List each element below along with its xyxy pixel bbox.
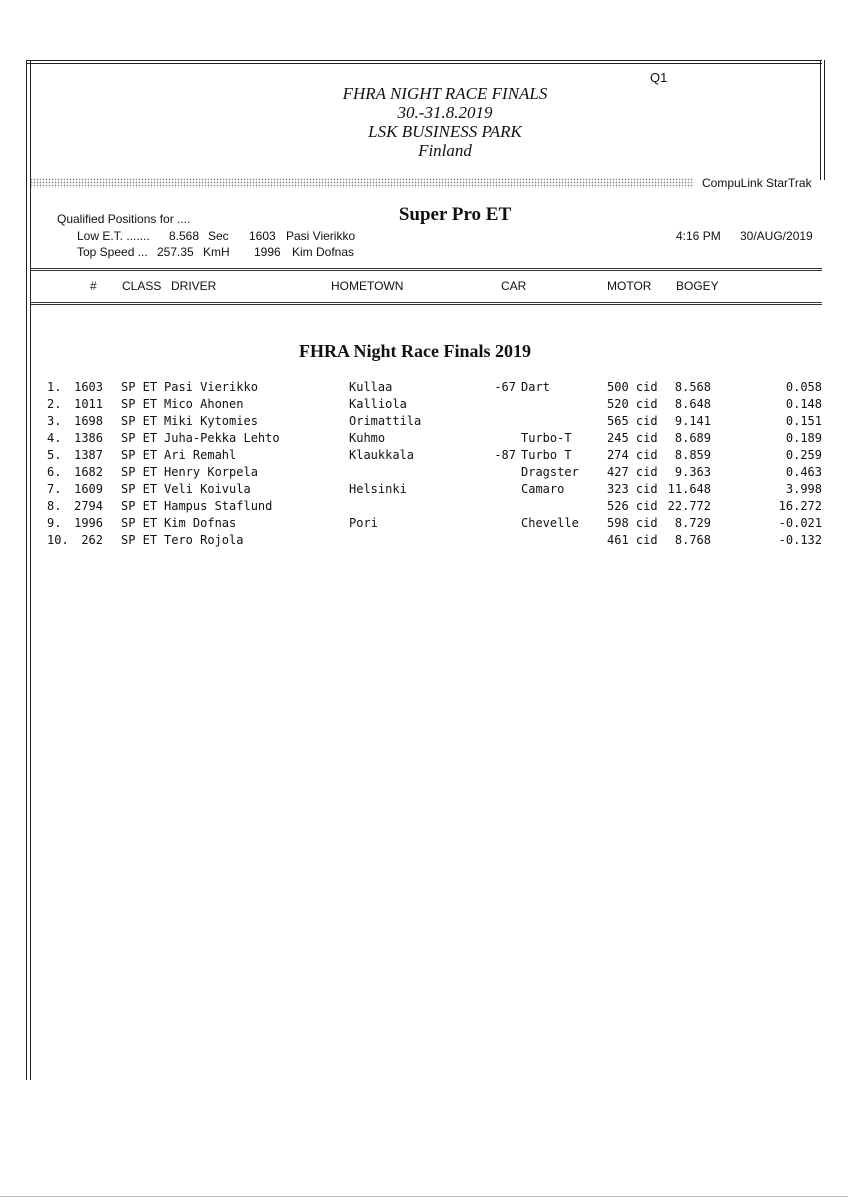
- motor-cell: 427 cid: [607, 465, 658, 479]
- table-row: [0, 516, 848, 533]
- car-model-cell: Dragster: [521, 465, 579, 479]
- results-table: [0, 380, 848, 550]
- driver-cell: Henry Korpela: [164, 465, 258, 479]
- table-row: [0, 499, 848, 516]
- header-rule-bottom: [30, 302, 822, 305]
- report-date: 30/AUG/2019: [740, 229, 813, 243]
- motor-cell: 526 cid: [607, 499, 658, 513]
- elapsed-time-cell: 8.768: [674, 533, 711, 547]
- car-number-cell: 2794: [74, 499, 103, 513]
- frame-left-rule: [26, 60, 31, 1080]
- hometown-cell: Orimattila: [349, 414, 422, 428]
- class-cell: SP ET: [121, 482, 158, 496]
- bogey-difference-cell: -0.021: [778, 516, 822, 530]
- class-cell: SP ET: [121, 516, 158, 530]
- elapsed-time-cell: 22.772: [667, 499, 711, 513]
- driver-cell: Juha-Pekka Lehto: [164, 431, 280, 445]
- timing-system-name: CompuLink StarTrak: [702, 176, 812, 190]
- hometown-cell: Klaukkala: [349, 448, 415, 462]
- motor-cell: 598 cid: [607, 516, 658, 530]
- position-cell: 5.: [47, 448, 62, 462]
- motor-cell: 274 cid: [607, 448, 658, 462]
- low-et-car-number: 1603: [249, 229, 276, 243]
- frame-top-rule: [26, 60, 822, 64]
- car-model-cell: Chevelle: [521, 516, 579, 530]
- hometown-cell: Kuhmo: [349, 431, 386, 445]
- elapsed-time-cell: 8.648: [674, 397, 711, 411]
- car-number-cell: 1387: [74, 448, 103, 462]
- position-cell: 2.: [47, 397, 62, 411]
- report-title: FHRA Night Race Finals 2019: [299, 341, 531, 361]
- report-time: 4:16 PM: [676, 229, 721, 243]
- elapsed-time-cell: 8.689: [674, 431, 711, 445]
- class-cell: SP ET: [121, 499, 158, 513]
- car-model-cell: Turbo-T: [521, 431, 572, 445]
- low-et-row: [0, 229, 400, 245]
- table-row: [0, 397, 848, 414]
- elapsed-time-cell: 9.363: [674, 465, 711, 479]
- driver-cell: Pasi Vierikko: [164, 380, 258, 394]
- low-et-unit: Sec: [208, 229, 229, 243]
- bogey-difference-cell: 0.463: [785, 465, 822, 479]
- table-row: [0, 533, 848, 550]
- elapsed-time-cell: 11.648: [667, 482, 711, 496]
- bogey-difference-cell: 0.151: [785, 414, 822, 428]
- top-speed-value: 257.35: [157, 245, 194, 259]
- bogey-difference-cell: 0.058: [785, 380, 822, 394]
- table-row: [0, 448, 848, 465]
- table-row: [0, 380, 848, 397]
- driver-cell: Ari Remahl: [164, 448, 237, 462]
- position-cell: 10.: [47, 533, 69, 547]
- low-et-driver: Pasi Vierikko: [286, 229, 356, 243]
- low-et-value: 8.568: [169, 229, 200, 243]
- position-cell: 4.: [47, 431, 62, 445]
- hometown-cell: Helsinki: [349, 482, 407, 496]
- qualified-positions-label: Qualified Positions for ....: [57, 212, 191, 226]
- column-head-class: CLASS: [122, 279, 162, 293]
- column-head-driver: DRIVER: [171, 279, 217, 293]
- column-head-bogey: BOGEY: [676, 279, 719, 293]
- bogey-difference-cell: 0.259: [785, 448, 822, 462]
- motor-cell: 245 cid: [607, 431, 658, 445]
- top-speed-label: Top Speed ...: [77, 245, 148, 259]
- motor-cell: 500 cid: [607, 380, 658, 394]
- column-head-hometown: HOMETOWN: [331, 279, 404, 293]
- table-row: [0, 431, 848, 448]
- hometown-cell: Pori: [349, 516, 378, 530]
- class-cell: SP ET: [121, 414, 158, 428]
- elapsed-time-cell: 8.729: [674, 516, 711, 530]
- frame-right-rule: [820, 60, 825, 180]
- car-number-cell: 1603: [74, 380, 103, 394]
- top-speed-row: [0, 245, 400, 261]
- bogey-difference-cell: -0.132: [778, 533, 822, 547]
- car-model-cell: Camaro: [521, 482, 565, 496]
- car-number-cell: 1011: [74, 397, 103, 411]
- event-heading: [250, 84, 640, 160]
- column-head-number: #: [90, 279, 97, 293]
- header-rule-top: [30, 268, 822, 271]
- class-cell: SP ET: [121, 431, 158, 445]
- page-bottom-rule: [0, 1196, 848, 1197]
- car-number-cell: 1996: [74, 516, 103, 530]
- event-country: Finland: [418, 141, 472, 160]
- position-cell: 1.: [47, 380, 62, 394]
- car-year-cell: -87: [494, 448, 516, 462]
- hometown-cell: Kullaa: [349, 380, 393, 394]
- elapsed-time-cell: 8.859: [674, 448, 711, 462]
- car-model-cell: Dart: [521, 380, 550, 394]
- top-speed-driver: Kim Dofnas: [292, 245, 355, 259]
- event-venue: LSK BUSINESS PARK: [368, 122, 522, 141]
- bogey-difference-cell: 0.189: [785, 431, 822, 445]
- position-cell: 3.: [47, 414, 62, 428]
- car-number-cell: 1386: [74, 431, 103, 445]
- car-number-cell: 1698: [74, 414, 103, 428]
- bogey-difference-cell: 0.148: [785, 397, 822, 411]
- elapsed-time-cell: 9.141: [674, 414, 711, 428]
- table-row: [0, 482, 848, 499]
- class-title: Super Pro ET: [398, 204, 512, 225]
- elapsed-time-cell: 8.568: [674, 380, 711, 394]
- class-cell: SP ET: [121, 465, 158, 479]
- event-dates: 30.-31.8.2019: [397, 103, 493, 122]
- car-number-cell: 262: [81, 533, 103, 547]
- class-cell: SP ET: [121, 397, 158, 411]
- class-cell: SP ET: [121, 380, 158, 394]
- table-row: [0, 414, 848, 431]
- position-cell: 7.: [47, 482, 62, 496]
- position-cell: 8.: [47, 499, 62, 513]
- car-number-cell: 1609: [74, 482, 103, 496]
- motor-cell: 461 cid: [607, 533, 658, 547]
- page-code: Q1: [650, 70, 668, 85]
- low-et-label: Low E.T. .......: [77, 229, 150, 243]
- car-number-cell: 1682: [74, 465, 103, 479]
- car-year-cell: -67: [494, 380, 516, 394]
- event-name: FHRA NIGHT RACE FINALS: [342, 84, 548, 103]
- driver-cell: Miki Kytomies: [164, 414, 258, 428]
- bogey-difference-cell: 16.272: [778, 499, 822, 513]
- bogey-difference-cell: 3.998: [785, 482, 822, 496]
- top-speed-car-number: 1996: [254, 245, 281, 259]
- driver-cell: Kim Dofnas: [164, 516, 237, 530]
- position-cell: 9.: [47, 516, 62, 530]
- motor-cell: 520 cid: [607, 397, 658, 411]
- driver-cell: Mico Ahonen: [164, 397, 244, 411]
- car-model-cell: Turbo T: [521, 448, 572, 462]
- class-cell: SP ET: [121, 448, 158, 462]
- column-head-car: CAR: [501, 279, 527, 293]
- table-row: [0, 465, 848, 482]
- motor-cell: 565 cid: [607, 414, 658, 428]
- motor-cell: 323 cid: [607, 482, 658, 496]
- class-cell: SP ET: [121, 533, 158, 547]
- column-head-motor: MOTOR: [607, 279, 652, 293]
- dotted-separator: [30, 178, 694, 188]
- hometown-cell: Kalliola: [349, 397, 407, 411]
- position-cell: 6.: [47, 465, 62, 479]
- driver-cell: Hampus Staflund: [164, 499, 273, 513]
- top-speed-unit: KmH: [203, 245, 230, 259]
- driver-cell: Veli Koivula: [164, 482, 251, 496]
- driver-cell: Tero Rojola: [164, 533, 244, 547]
